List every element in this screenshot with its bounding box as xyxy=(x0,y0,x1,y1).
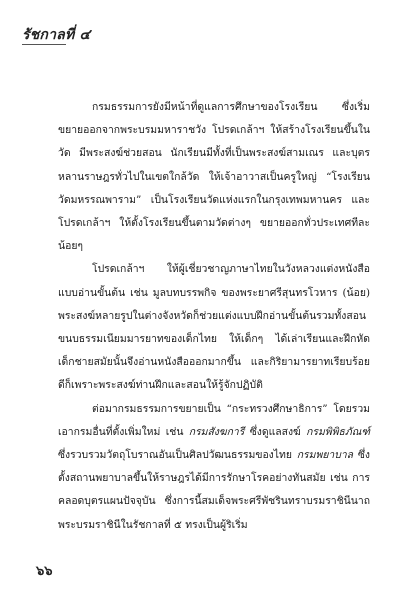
page-number: ๖๖ xyxy=(36,564,53,579)
running-head-title: รัชกาลที่ ๔ xyxy=(22,27,91,43)
dept-name-museum: กรมพิพิธภัณฑ์ xyxy=(306,425,371,438)
dept-name-nursing: กรมพยาบาล xyxy=(296,449,354,462)
paragraph-text: ต่อมากรมธรรมการขยายเป็น “กระทรวงศึกษาธิการ” โดยรวมเอากรมอื่นที่ตั้งเพิ่มใหม่ เช่น xyxy=(58,402,370,438)
paragraph-text: ซึ่งตั้งสถานพยาบาลขึ้นให้ราษฎรได้มีการรักษาโรคอย่างทันสมัย เช่น การคลอดบุตรแผนปัจจุบัน ซึ่งการนี้สมเด็จพระศรีพัชรินทราบรมราชินีนาถ พระบรมราชินีในรัชกาลที่ ๕ ทรงเป็นผู้ริเริ่ม xyxy=(58,449,370,531)
paragraph-text: ซึ่งดูแลสงฆ์ xyxy=(244,425,307,438)
paragraph-ministry-of-education xyxy=(58,398,370,537)
paragraph-reading-books: โปรดเกล้าฯ ให้ผู้เชี่ยวชาญภาษาไทยในวังหลวงแต่งหนังสือแบบอ่านขั้นต้น เช่น มูลบทบรรพกิจ ของพระยาศรีสุนทรโวหาร (น้อย) พระสงฆ์หลายรูปในต่างจังหวัดก็ช่วยแต่งแบบฝึกอ่านขั้นต้นรวมทั้งสอนขนบธรรมเนียมมารยาทของเด็กไทย ให้เด็กๆ ได้เล่าเรียนและฝึกหัด เด็กชายสมัยนั้นจึงอ่านหนังสือออกมากขึ้น และกิริยามารยาทเรียบร้อยดีก็เพราะพระสงฆ์ท่านฝึกและสอนให้รู้จักปฏิบัติ xyxy=(58,263,370,392)
paragraph-school-origins: กรมธรรมการยังมีหน้าที่ดูแลการศึกษาของโรงเรียน ซึ่งเริ่มขยายออกจากพระบรมมหาราชวัง โปรดเกล้าฯ ให้สร้างโรงเรียนขึ้นในวัด มีพระสงฆ์ช่วยสอน นักเรียนมีทั้งที่เป็นพระสงฆ์สามเณร และบุตรหลานราษฎรทั่วไปในเขตใกล้วัด ให้เจ้าอาวาสเป็นครูใหญ่ “โรงเรียนวัดมหรรณพาราม” เป็นโรงเรียนวัดแห่งแรกในกรุงเทพมหานคร และโปรดเกล้าฯ ให้ตั้งโรงเรียนขึ้นตามวัดต่างๆ ขยายออกทั่วประเทศทีละน้อยๆ xyxy=(58,101,370,253)
paragraph-text: ซึ่งรวบรวมวัตถุโบราณอันเป็นศิลปวัฒนธรรมของไทย xyxy=(58,449,297,462)
page-body xyxy=(58,96,370,537)
running-head-underline xyxy=(22,44,66,45)
dept-name-sangkhakari: กรมสังฆการี xyxy=(188,425,245,438)
